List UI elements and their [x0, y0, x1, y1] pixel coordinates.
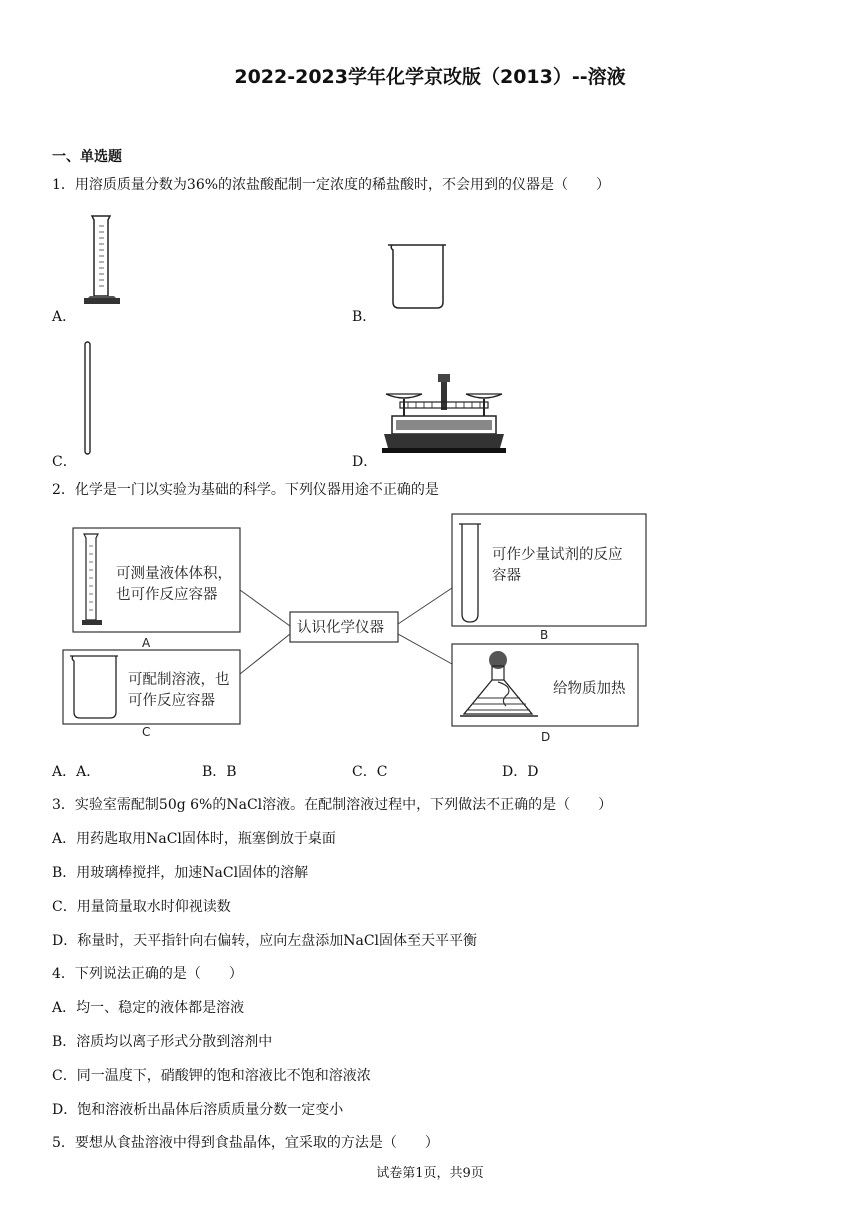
- q3-option-d: D．称量时，天平指针向右偏转，应向左盘添加NaCl固体至天平平衡: [52, 933, 478, 949]
- q4-option-a: A．均一、稳定的液体都是溶液: [52, 1000, 245, 1016]
- q3-option-b: B．用玻璃棒搅拌，加速NaCl固体的溶解: [52, 865, 309, 881]
- glass-rod-image: [82, 340, 94, 456]
- q1-option-c: C．: [52, 454, 77, 470]
- diagram-box-a-label-line2: 也可作反应容器: [116, 587, 218, 603]
- question-3-stem: 3．实验室需配制50g 6%的NaCl溶液。在配制溶液过程中，下列做法不正确的是（ ）: [52, 797, 613, 813]
- q2-option-d: D．D: [502, 764, 539, 780]
- question-1-stem: 1．用溶质质量分数为36%的浓盐酸配制一定浓度的稀盐酸时，不会用到的仪器是（ ）: [52, 177, 611, 193]
- balance-image: [382, 372, 506, 456]
- diagram-center-label: 认识化学仪器: [297, 620, 384, 636]
- q4-option-d: D．饱和溶液析出晶体后溶质质量分数一定变小: [52, 1102, 344, 1118]
- question-5-stem: 5．要想从食盐溶液中得到食盐晶体，宜采取的方法是（ ）: [52, 1135, 439, 1151]
- q1-option-b: B．: [352, 309, 377, 325]
- q1-option-a: A．: [52, 309, 77, 325]
- diagram-letter-c: C: [142, 725, 151, 739]
- q2-option-c: C．C: [352, 764, 388, 780]
- q2-option-a: A．A．: [52, 764, 101, 780]
- page-footer: 试卷第1页，共9页: [376, 1166, 484, 1181]
- diagram-letter-a: A: [142, 636, 151, 650]
- beaker-image: [384, 242, 450, 312]
- diagram-letter-b: B: [540, 628, 549, 642]
- q4-option-b: B．溶质均以离子形式分散到溶剂中: [52, 1034, 273, 1050]
- q2-option-b: B．B: [202, 764, 237, 780]
- diagram-box-c-label-line2: 可作反应容器: [128, 693, 215, 709]
- section-heading: 一、单选题: [52, 149, 122, 165]
- exam-title: 2022-2023学年化学京改版（2013）--溶液: [234, 66, 626, 88]
- diagram-box-b-label-line1: 可作少量试剂的反应: [492, 547, 623, 563]
- diagram-box-a-label-line1: 可测量液体体积，: [116, 566, 232, 582]
- diagram-box-c-label-line1: 可配制溶液，也: [128, 672, 230, 688]
- q4-option-c: C．同一温度下，硝酸钾的饱和溶液比不饱和溶液浓: [52, 1068, 371, 1084]
- q3-option-c: C．用量筒量取水时仰视读数: [52, 899, 231, 915]
- question-2-stem: 2．化学是一门以实验为基础的科学。下列仪器用途不正确的是: [52, 482, 439, 498]
- question-4-stem: 4．下列说法正确的是（ ）: [52, 966, 243, 982]
- q1-option-d: D．: [352, 454, 378, 470]
- diagram-box-d-label: 给物质加热: [553, 681, 626, 697]
- diagram-letter-d: D: [541, 730, 551, 744]
- q3-option-a: A．用药匙取用NaCl固体时，瓶塞倒放于桌面: [52, 831, 336, 847]
- graduated-cylinder-image: [80, 212, 124, 310]
- diagram-box-b-label-line2: 容器: [492, 568, 521, 584]
